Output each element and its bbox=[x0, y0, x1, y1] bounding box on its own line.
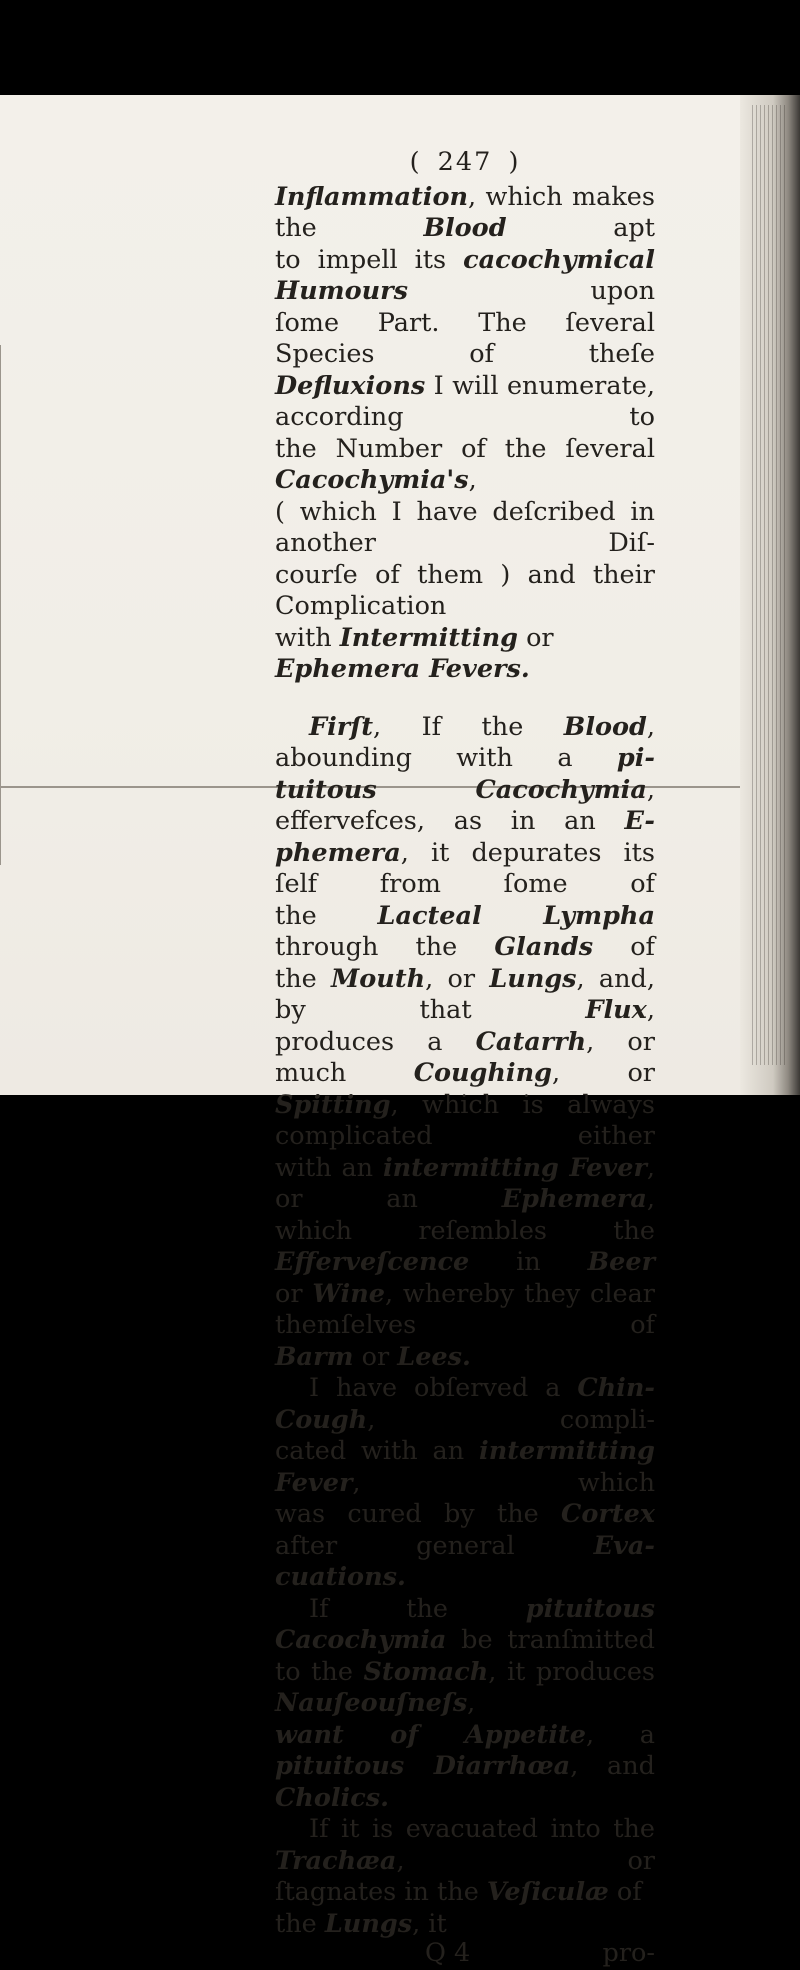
text-segment: , effervefces, as in an bbox=[275, 774, 655, 836]
text-segment: ſtagnates in the bbox=[275, 1877, 487, 1907]
text-segment: ſome Part. The ſeveral Species of theſe bbox=[275, 307, 655, 369]
italic-term: Beer bbox=[587, 1247, 655, 1277]
paragraph bbox=[275, 1373, 655, 1594]
italic-term: Intermitting bbox=[339, 622, 518, 653]
running-head-open: ( bbox=[409, 147, 422, 177]
text-segment: of the bbox=[275, 1877, 642, 1939]
text-line bbox=[275, 1342, 655, 1374]
text-segment: , bbox=[468, 465, 477, 495]
text-segment: , it depurates its ſelf from ſome of bbox=[275, 837, 655, 899]
italic-term: Flux bbox=[585, 995, 647, 1025]
text-line bbox=[275, 1657, 655, 1720]
italic-term: intermitting Fever bbox=[382, 1152, 647, 1183]
italic-term: Catarrh bbox=[475, 1026, 587, 1057]
text-line bbox=[275, 182, 655, 245]
page-number: 247 bbox=[437, 147, 493, 177]
text-segment: , or much bbox=[275, 1026, 655, 1088]
text-segment: was cured by the bbox=[275, 1499, 562, 1529]
italic-term: Inflammation bbox=[275, 181, 469, 212]
text-segment: to the bbox=[275, 1656, 364, 1687]
text-line bbox=[275, 712, 655, 775]
italic-term: Veſiculæ bbox=[486, 1877, 609, 1907]
italic-term: Blood bbox=[563, 711, 647, 742]
printed-text-block bbox=[275, 147, 655, 1970]
text-segment: apt bbox=[506, 213, 655, 243]
text-segment: , and bbox=[570, 1751, 655, 1781]
italic-term: Lungs bbox=[489, 963, 577, 994]
text-segment: the Number of the ſeveral bbox=[275, 433, 655, 464]
italic-term: Wine bbox=[312, 1278, 385, 1309]
text-segment: be tranſmitted bbox=[446, 1625, 655, 1655]
italic-term: intermitting Fever bbox=[275, 1436, 655, 1498]
body-paragraphs bbox=[275, 182, 655, 1941]
text-line bbox=[275, 1720, 655, 1783]
text-line bbox=[275, 1499, 655, 1562]
text-segment: , whereby they clear themſelves of bbox=[275, 1278, 655, 1340]
text-line bbox=[275, 1090, 655, 1153]
text-segment: , bbox=[467, 1688, 476, 1718]
text-segment: with an bbox=[275, 1152, 383, 1183]
text-segment: or bbox=[353, 1341, 398, 1372]
italic-term: Lungs bbox=[324, 1908, 413, 1939]
text-segment: , it bbox=[412, 1908, 447, 1939]
paragraph bbox=[275, 1594, 655, 1815]
paragraph bbox=[275, 1814, 655, 1940]
running-head-close: ) bbox=[508, 147, 521, 177]
italic-term: pituitous Diarrhœa bbox=[275, 1751, 571, 1781]
text-line bbox=[275, 1027, 655, 1090]
italic-term: pituitous Cacochymia bbox=[275, 1593, 655, 1655]
text-line bbox=[275, 1594, 655, 1657]
text-segment: cated with an bbox=[275, 1436, 480, 1466]
text-segment: which reſembles the bbox=[275, 1215, 655, 1246]
text-segment: , or bbox=[396, 1845, 655, 1876]
text-segment: the bbox=[275, 900, 378, 931]
italic-term: Cholics. bbox=[275, 1782, 389, 1813]
book-page bbox=[0, 95, 800, 1968]
text-line bbox=[275, 1216, 655, 1279]
text-segment: , or bbox=[425, 963, 490, 994]
text-line bbox=[275, 1279, 655, 1342]
text-segment: the bbox=[275, 963, 332, 994]
italic-term: Nauſeouſneſs bbox=[275, 1688, 468, 1718]
italic-term: Lees. bbox=[397, 1341, 471, 1372]
italic-term: Stomach bbox=[363, 1656, 489, 1687]
italic-term: Chin-Cough bbox=[275, 1373, 655, 1435]
italic-term: Cortex bbox=[561, 1499, 655, 1529]
text-line bbox=[275, 1153, 655, 1216]
text-segment: , which bbox=[352, 1467, 655, 1498]
text-line bbox=[275, 371, 655, 434]
text-segment: with bbox=[275, 622, 340, 653]
text-line bbox=[275, 1436, 655, 1499]
text-segment: If the bbox=[309, 1593, 526, 1624]
text-segment: , bbox=[646, 995, 655, 1025]
signature-mark: Q 4 bbox=[425, 1938, 471, 1968]
paragraph bbox=[275, 712, 655, 1374]
text-line bbox=[275, 1373, 655, 1436]
text-segment: through the bbox=[275, 932, 495, 962]
text-segment: in bbox=[469, 1247, 588, 1277]
text-line bbox=[275, 623, 655, 686]
running-head bbox=[275, 147, 655, 179]
text-line bbox=[275, 560, 655, 623]
italic-term: pi- bbox=[616, 743, 655, 773]
text-segment: I will enumerate, according to bbox=[275, 370, 655, 432]
text-segment: , compli- bbox=[367, 1404, 655, 1435]
italic-term: phemera bbox=[275, 837, 401, 868]
text-segment: , If the bbox=[372, 711, 564, 742]
text-line bbox=[275, 245, 655, 308]
text-line bbox=[275, 1783, 655, 1815]
page-gutter-shadow bbox=[740, 95, 800, 1095]
italic-term: want of Appetite bbox=[275, 1719, 586, 1750]
italic-term: cacochymical Humours bbox=[275, 244, 655, 306]
fore-edge-texture bbox=[752, 105, 788, 1065]
italic-term: Trachæa bbox=[275, 1845, 397, 1876]
text-segment: of bbox=[593, 932, 655, 962]
italic-term: Eva- bbox=[593, 1530, 655, 1561]
italic-term: Defluxions bbox=[275, 370, 426, 401]
text-line bbox=[275, 775, 655, 838]
text-segment: produces a bbox=[275, 1026, 476, 1057]
italic-term: Glands bbox=[494, 932, 594, 962]
text-segment: after general bbox=[275, 1530, 594, 1561]
paragraph bbox=[275, 182, 655, 686]
italic-term: tuitous Cacochymia bbox=[275, 774, 647, 805]
text-segment: , a bbox=[585, 1719, 655, 1750]
catchword: pro- bbox=[602, 1938, 655, 1968]
italic-term: Ephemera Fevers. bbox=[275, 654, 530, 684]
text-line bbox=[275, 901, 655, 964]
italic-term: Firſt bbox=[309, 711, 373, 742]
text-segment: or bbox=[517, 622, 554, 653]
text-segment: I have obſerved a bbox=[309, 1373, 578, 1403]
text-segment: , which is always complicated either bbox=[275, 1089, 655, 1151]
text-segment: , bbox=[646, 1184, 655, 1214]
text-segment: , and, by that bbox=[275, 963, 655, 1025]
text-segment: ( which I have deſcribed in another Diſ- bbox=[275, 496, 655, 558]
italic-term: Ephemera bbox=[501, 1184, 647, 1214]
italic-term: cuations. bbox=[275, 1562, 406, 1592]
italic-term: Efferveſcence bbox=[275, 1247, 470, 1277]
text-line bbox=[275, 1814, 655, 1877]
text-line bbox=[275, 497, 655, 560]
text-segment: , which makes the bbox=[275, 181, 655, 243]
italic-term: Lacteal Lympha bbox=[377, 900, 655, 931]
italic-term: Cacochymia's bbox=[275, 465, 469, 495]
text-line bbox=[275, 1877, 655, 1940]
text-segment: If it is evacuated into the bbox=[309, 1814, 655, 1844]
italic-term: Spitting bbox=[275, 1089, 391, 1120]
italic-term: Coughing bbox=[413, 1058, 552, 1088]
text-segment: , it produces bbox=[488, 1656, 655, 1687]
text-line bbox=[275, 838, 655, 901]
text-line bbox=[275, 1562, 655, 1594]
text-segment: or bbox=[275, 1278, 313, 1309]
text-segment: upon bbox=[407, 276, 655, 306]
text-segment: , or bbox=[551, 1058, 655, 1088]
text-line bbox=[275, 308, 655, 371]
text-segment: courſe of them ) and their Complication bbox=[275, 559, 655, 621]
italic-term: Barm bbox=[275, 1341, 354, 1372]
text-line bbox=[275, 434, 655, 497]
italic-term: E- bbox=[624, 806, 655, 836]
italic-term: Mouth bbox=[331, 963, 426, 994]
text-segment: to impell its bbox=[275, 244, 464, 275]
text-segment: , abounding with a bbox=[275, 711, 655, 773]
italic-term: Blood bbox=[423, 213, 507, 243]
text-line bbox=[275, 964, 655, 1027]
page-footer bbox=[275, 1938, 655, 1970]
text-segment: , or an bbox=[275, 1152, 655, 1214]
